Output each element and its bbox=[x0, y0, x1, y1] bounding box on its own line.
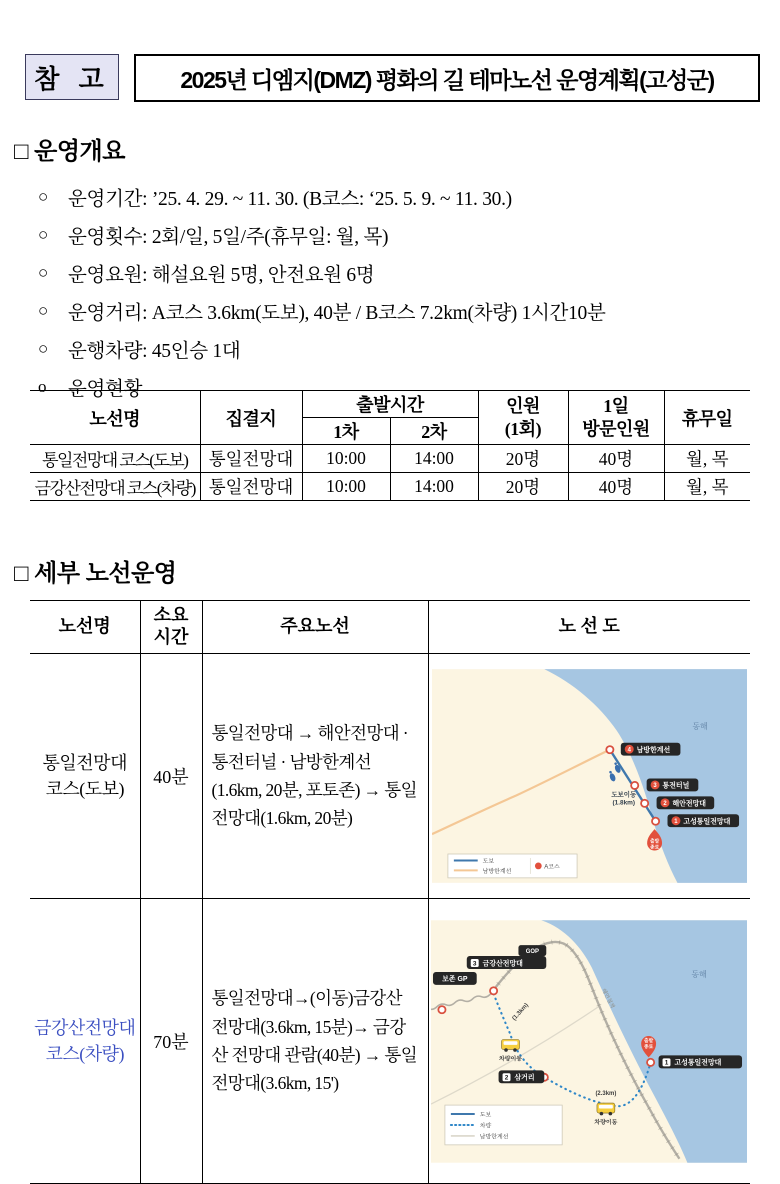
section-heading-overview: □ 운영개요 bbox=[14, 138, 125, 165]
cell-daily: 40명 bbox=[568, 473, 664, 501]
cell-time-2: 14:00 bbox=[390, 445, 478, 473]
distance-1-label: (1.3km) bbox=[511, 1001, 531, 1022]
cell-main-route: 통일전망대→(이동)금강산 전망대(3.6km, 15분)→ 금강산 전망대 관람(40분) → 통일전망대(3.6km, 15') bbox=[202, 899, 428, 1184]
document-title: 2025년 디엠지(DMZ) 평화의 길 테마노선 운영계획(고성군) bbox=[180, 66, 714, 93]
marker-coast-observatory bbox=[656, 796, 714, 809]
col-route-name: 노선명 bbox=[30, 601, 140, 654]
cell-time-1: 10:00 bbox=[302, 473, 390, 501]
col-main-route: 주요노선 bbox=[202, 601, 428, 654]
section-heading-detail: □ 세부 노선운영 bbox=[14, 560, 177, 587]
bullet-operating-vehicle bbox=[38, 330, 774, 368]
cell-duration: 40분 bbox=[140, 654, 202, 899]
map-a-legend bbox=[448, 854, 577, 878]
col-daily-line1: 1일 bbox=[603, 396, 629, 416]
map-b-legend bbox=[445, 1105, 562, 1145]
bus-move-label: 차량이동 bbox=[594, 1119, 618, 1126]
marker-label: 고성통일전망대 bbox=[683, 818, 731, 826]
marker-samgeori bbox=[499, 1070, 545, 1083]
bullet-operating-period bbox=[38, 178, 774, 216]
distance-2-label: (2.3km) bbox=[595, 1090, 617, 1097]
table-row bbox=[30, 473, 750, 501]
bullet-operating-distance bbox=[38, 292, 774, 330]
reference-tag-label: 참 고 bbox=[34, 63, 110, 94]
col-capacity-line2: (1회) bbox=[504, 418, 542, 439]
bullet-marker: ○ bbox=[38, 225, 48, 244]
marker-number: 4 bbox=[627, 747, 631, 754]
col-closed-days: 휴무일 bbox=[664, 391, 750, 445]
col-route-map: 노 선 도 bbox=[428, 601, 750, 654]
cell-route-name bbox=[30, 899, 140, 1184]
legend-walk-label: 도보 bbox=[479, 1112, 492, 1119]
cell-capacity: 20명 bbox=[478, 473, 568, 501]
cell-meeting-point: 통일전망대 bbox=[200, 473, 302, 501]
bullet-operating-staff bbox=[38, 254, 774, 292]
overview-bullet-list bbox=[38, 178, 774, 406]
bullet-text: 운영거리: A코스 3.6km(도보), 40분 / B코스 7.2km(차량) 1시간10분 bbox=[68, 303, 606, 324]
table-row-course-a bbox=[30, 654, 750, 899]
gp-dot bbox=[439, 1006, 446, 1013]
schedule-table bbox=[30, 390, 750, 501]
marker-number: 1 bbox=[674, 819, 678, 826]
marker-label: 해안전망대 bbox=[672, 800, 706, 808]
route-name-line1: 통일전망대 bbox=[42, 752, 127, 773]
cell-closed: 월, 목 bbox=[664, 473, 750, 501]
document-title-box bbox=[134, 54, 760, 102]
fence-label: 해안철책 bbox=[600, 987, 616, 1010]
marker-gop bbox=[519, 945, 547, 956]
marker-label: 통전터널 bbox=[662, 782, 690, 790]
bullet-marker: ○ bbox=[38, 339, 48, 358]
balloon-start-label: 출발 bbox=[649, 839, 659, 845]
sea-label: 동해 bbox=[691, 969, 707, 979]
stop-4-dot bbox=[606, 746, 613, 753]
table-row-course-b bbox=[30, 899, 750, 1184]
col-departure-2nd: 2차 bbox=[390, 418, 478, 445]
bullet-text: 운영요원: 해설요원 5명, 안전요원 6명 bbox=[68, 265, 375, 286]
marker-number: 3 bbox=[653, 783, 657, 790]
marker-tunnel bbox=[646, 778, 698, 791]
marker-label: 삼거리 bbox=[514, 1074, 535, 1082]
stop-1-dot bbox=[652, 818, 659, 825]
legend-walk-label: 도보 bbox=[482, 858, 494, 865]
legend-drive-label: 차량 bbox=[479, 1122, 492, 1129]
marker-label: 고성통일전망대 bbox=[674, 1059, 722, 1067]
balloon-end-label: 종료 bbox=[644, 1044, 654, 1050]
document-header bbox=[25, 54, 760, 102]
marker-number: 2 bbox=[504, 1074, 509, 1082]
course-a-map bbox=[432, 669, 747, 883]
cell-capacity: 20명 bbox=[478, 445, 568, 473]
bullet-marker: ○ bbox=[38, 301, 48, 320]
col-capacity bbox=[478, 391, 568, 445]
legend-sll-label: 남방한계선 bbox=[479, 1133, 509, 1140]
marker-geumgangsan-observatory bbox=[467, 956, 546, 969]
stop-1-dot bbox=[647, 1058, 654, 1065]
marker-bojon-gp bbox=[433, 971, 477, 984]
bullet-text: 운행차량: 45인승 1대 bbox=[68, 341, 241, 362]
bullet-text: 운영기간: ’25. 4. 29. ~ 11. 30. (B코스: ‘25. 5. 9. ~ 11. 30.) bbox=[68, 189, 512, 210]
balloon-start-label: 출발 bbox=[644, 1038, 654, 1044]
bullet-marker: o bbox=[38, 377, 47, 396]
route-name-line1: 금강산전망대 bbox=[34, 1017, 136, 1038]
bullet-operating-frequency bbox=[38, 216, 774, 254]
stop-2-dot bbox=[641, 800, 648, 807]
marker-label: 보존 GP bbox=[442, 975, 468, 983]
route-name-line2: 코스(차량) bbox=[45, 1044, 125, 1064]
bullet-text: 운영현황 bbox=[68, 379, 143, 400]
col-route-name: 노선명 bbox=[30, 391, 200, 445]
col-duration bbox=[140, 601, 202, 654]
bus-move-label: 차량이동 bbox=[499, 1055, 523, 1062]
cell-route-map-b bbox=[428, 899, 750, 1184]
cell-route-map-a bbox=[428, 654, 750, 899]
bullet-marker: ○ bbox=[38, 263, 48, 282]
detail-route-table bbox=[30, 600, 750, 1184]
col-duration-line1: 소요 bbox=[153, 605, 189, 626]
marker-number: 3 bbox=[473, 959, 477, 967]
marker-namban-line bbox=[621, 743, 681, 756]
bullet-marker: ○ bbox=[38, 187, 48, 206]
marker-goseong-observatory bbox=[667, 814, 739, 827]
cell-time-1: 10:00 bbox=[302, 445, 390, 473]
cell-route-name: 금강산전망대 코스(차량) bbox=[30, 473, 200, 501]
col-capacity-line1: 인원 bbox=[506, 396, 540, 416]
marker-label: 금강산전망대 bbox=[482, 959, 524, 967]
stop-3-dot bbox=[490, 987, 497, 994]
legend-sll-label: 남방한계선 bbox=[482, 868, 512, 875]
cell-route-name: 통일전망대 코스(도보) bbox=[30, 445, 200, 473]
col-departure-1st: 1차 bbox=[302, 418, 390, 445]
marker-label: GOP bbox=[525, 948, 540, 955]
stop-3-dot bbox=[631, 782, 638, 789]
col-daily-visitors bbox=[568, 391, 664, 445]
col-duration-line2: 시간 bbox=[153, 627, 189, 647]
marker-goseong-observatory bbox=[659, 1055, 742, 1068]
cell-duration: 70분 bbox=[140, 899, 202, 1184]
cell-time-2: 14:00 bbox=[390, 473, 478, 501]
marker-number: 1 bbox=[664, 1059, 669, 1067]
cell-daily: 40명 bbox=[568, 445, 664, 473]
marker-number: 2 bbox=[663, 801, 667, 808]
course-b-map bbox=[431, 920, 747, 1163]
walk-distance-label: (1.8km) bbox=[612, 799, 635, 807]
col-meeting-point: 집결지 bbox=[200, 391, 302, 445]
cell-route-name bbox=[30, 654, 140, 899]
col-daily-line2: 방문인원 bbox=[582, 418, 650, 439]
bullet-text: 운영횟수: 2회/일, 5일/주(휴무일: 월, 목) bbox=[68, 227, 389, 248]
col-departure-time: 출발시간 bbox=[302, 391, 478, 418]
walk-move-label: 도보이동 bbox=[611, 791, 636, 799]
cell-main-route: 통일전망대 → 해안전망대 · 통전터널 · 남방한계선 (1.6km, 20분, 포토존) → 통일전망대(1.6km, 20분) bbox=[202, 654, 428, 899]
legend-course-label: A코스 bbox=[544, 864, 560, 871]
cell-closed: 월, 목 bbox=[664, 445, 750, 473]
cell-meeting-point: 통일전망대 bbox=[200, 445, 302, 473]
balloon-end-label: 종료 bbox=[649, 845, 659, 851]
route-name-line2: 코스(도보) bbox=[45, 779, 125, 799]
marker-label: 남방한계선 bbox=[636, 746, 670, 754]
table-row bbox=[30, 445, 750, 473]
reference-tag bbox=[25, 54, 119, 100]
sea-label: 동해 bbox=[692, 721, 708, 731]
